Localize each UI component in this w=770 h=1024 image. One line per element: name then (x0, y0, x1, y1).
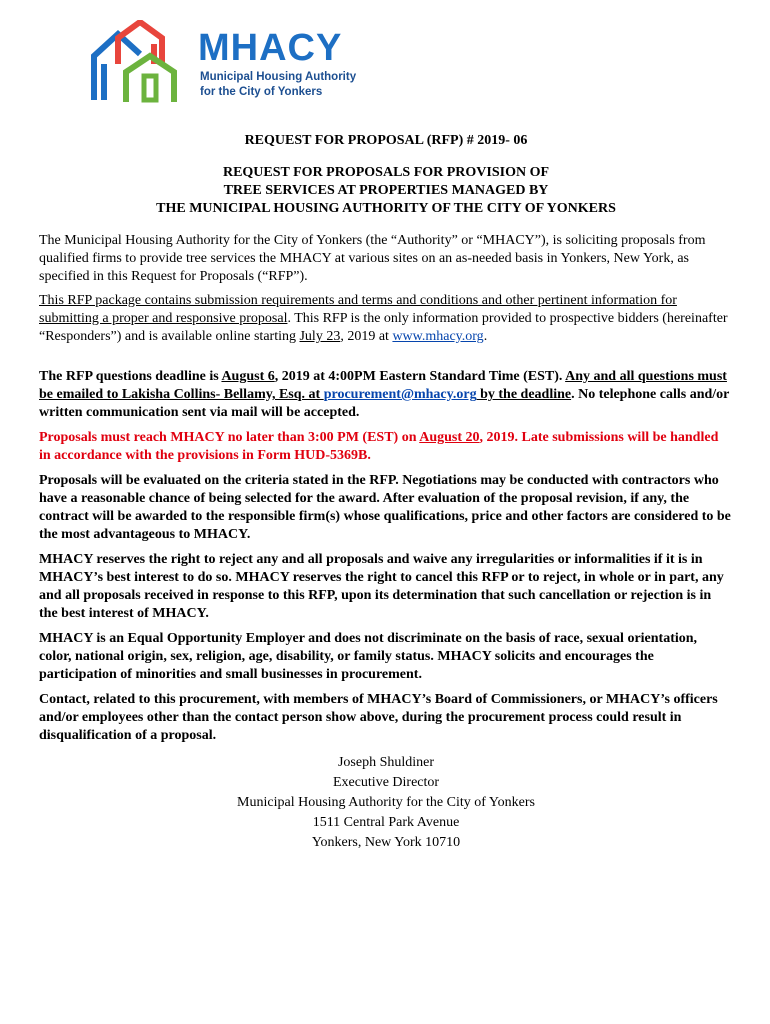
logo-wordmark: MHACY (198, 27, 343, 69)
red-text-b: , 2019. Late submissions will be handled in accordance with the provisions in Form HUD-5369B. (39, 430, 719, 463)
rfp-title-line3: THE MUNICIPAL HOUSING AUTHORITY OF THE CITY OF YONKERS (156, 201, 616, 216)
deadline-underlined-text: Any and all questions must be emailed to Lakisha Collins- Bellamy, Esq. at (39, 369, 727, 402)
deadline-text-a: The RFP questions deadline is (39, 369, 222, 384)
mhacy-logo (88, 20, 368, 104)
logo-subtitle-line1: Municipal Housing Authority (200, 71, 357, 83)
document-body (39, 132, 733, 853)
submission-date: August 20 (419, 430, 480, 445)
package-end: . (483, 329, 488, 344)
logo-subtitle-line2: for the City of Yonkers (200, 86, 323, 98)
logo-subtitle (200, 70, 356, 100)
procurement-email-link[interactable]: procurement@mhacy.org (323, 387, 477, 402)
package-date: July 23 (299, 329, 341, 344)
signer-street: 1511 Central Park Avenue (312, 815, 460, 830)
signer-title: Executive Director (332, 775, 440, 790)
package-underlined-text: This RFP package contains submission requirements and terms and conditions and other pertinent information for submitting a proper and responsive proposal (39, 293, 677, 326)
submission-deadline-paragraph (39, 429, 733, 465)
package-paragraph (39, 292, 733, 346)
rfp-number: REQUEST FOR PROPOSAL (RFP) # 2019- 06 (244, 133, 528, 148)
package-rest-text: . This RFP is the only information provided to prospective bidders (hereinafter “Responders”) and is available online starting (39, 311, 728, 344)
reserves-paragraph: MHACY reserves the right to reject any and all proposals and waive any irregularities or informalities if it is in MHACY’s best interest to do so. MHACY reserves the right to cancel this RFP or to reject, in whole or in part, any and all proposals received in response to this RFP, upon its determination that such cancellation or rejection is in the best interest of MHACY. (39, 552, 724, 621)
deadline-date: August 6 (221, 369, 275, 384)
contact-paragraph: Contact, related to this procurement, with members of MHACY’s Board of Commissioners, or MHACY’s officers and/or employees other than the contact person show above, during the procurement process could result in disqualification of a proposal. (39, 692, 718, 743)
signer-org: Municipal Housing Authority for the City of Yonkers (237, 795, 535, 810)
houses-logo-icon (88, 20, 188, 104)
eeo-paragraph: MHACY is an Equal Opportunity Employer and does not discriminate on the basis of race, sexual orientation, color, national origin, sex, religion, age, disability, or family status. MHACY solicits and encourages the participation of minorities and small businesses in procurement. (39, 631, 698, 682)
rfp-title-line1: REQUEST FOR PROPOSALS FOR PROVISION OF (222, 165, 550, 180)
red-text-a: Proposals must reach MHACY no later than 3:00 PM (EST) on (39, 430, 420, 445)
evaluation-paragraph: Proposals will be evaluated on the criteria stated in the RFP. Negotiations may be conducted with contractors who have a reasonable chance of being selected for the award. After evaluation of the proposal revision, if any, the contract will be awarded to the responsible firm(s) whose qualifications, price and other factors are considered to be the most advantageous to MHACY. (39, 473, 731, 542)
deadline-paragraph (39, 368, 733, 422)
deadline-underlined-text2: by the deadline (476, 387, 572, 402)
signer-name: Joseph Shuldiner (337, 755, 435, 770)
package-year: , 2019 at (340, 329, 393, 344)
deadline-text-b: , 2019 at 4:00PM Eastern Standard Time (EST). (274, 369, 566, 384)
rfp-title-line2: TREE SERVICES AT PROPERTIES MANAGED BY (223, 183, 549, 198)
website-link[interactable]: www.mhacy.org (392, 329, 484, 344)
signature-block (39, 753, 733, 853)
signer-city: Yonkers, New York 10710 (311, 835, 461, 850)
deadline-text-c: . No telephone calls and/or written communication sent via mail will be accepted. (39, 387, 730, 420)
rfp-title (39, 164, 733, 218)
intro-paragraph: The Municipal Housing Authority for the City of Yonkers (the “Authority” or “MHACY”), is soliciting proposals from qualified firms to provide tree services the MHACY at various sites on an as-needed basis in Yonkers, New York, as specified in this Request for Proposals (“RFP”). (39, 233, 706, 284)
